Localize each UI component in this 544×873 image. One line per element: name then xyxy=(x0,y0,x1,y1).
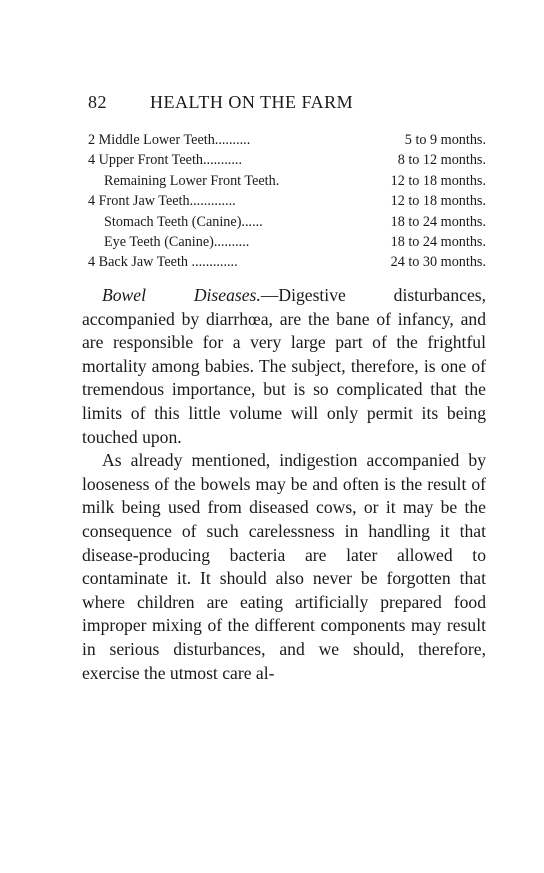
page-number: 82 xyxy=(88,92,107,112)
teeth-age-range: 12 to 18 months. xyxy=(390,172,486,189)
teeth-name: Eye Teeth (Canine).......... xyxy=(104,233,250,250)
paragraph-indigestion xyxy=(82,449,486,685)
teething-row xyxy=(88,130,486,150)
teeth-name: Stomach Teeth (Canine)...... xyxy=(104,213,263,230)
teething-row xyxy=(88,150,486,170)
teeth-name: 4 Front Jaw Teeth............. xyxy=(88,193,236,210)
teeth-name: Remaining Lower Front Teeth. xyxy=(104,172,280,189)
paragraph-text: As already mentioned, indigestion accompanied by looseness of the bowels may be and often is the result of milk being used from diseased cows, or it may be the consequence of such carelessness in handling it that disease-producing bacteria are later allowed to contaminate it. It should also never be forgotten that where children are eating artificially prepared food improper mixing of the different components may result in serious disturbances, and we should, therefore, exercise the utmost care al- xyxy=(82,450,486,683)
paragraph-text: —Digestive disturbances, accompanied by diarrhœa, are the bane of infancy, and are responsible for a very large part of the frightful mortality among babies. The subject, therefore, is one of tremendous importance, but is so complicated that the limits of this little volume will only permit its being touched upon. xyxy=(82,285,486,447)
teeth-name: 2 Middle Lower Teeth.......... xyxy=(88,132,251,148)
teething-row xyxy=(88,191,486,211)
teeth-age-range: 12 to 18 months. xyxy=(390,193,486,210)
teething-row xyxy=(88,232,486,252)
body-text xyxy=(82,284,486,685)
teething-row xyxy=(88,212,486,232)
running-head-title: HEALTH ON THE FARM xyxy=(150,92,354,112)
teeth-age-range: 24 to 30 months. xyxy=(390,254,486,271)
paragraph-bowel-diseases xyxy=(82,284,486,449)
teeth-age-range: 8 to 12 months. xyxy=(397,152,486,169)
teething-row xyxy=(88,171,486,191)
teeth-name: 4 Upper Front Teeth........... xyxy=(88,152,242,169)
teeth-age-range: 18 to 24 months. xyxy=(390,233,486,250)
running-header xyxy=(88,92,488,113)
teething-row xyxy=(88,252,486,272)
teething-table xyxy=(88,130,486,273)
teeth-age-range: 18 to 24 months. xyxy=(390,213,486,230)
section-run-in-heading: Bowel Diseases. xyxy=(102,285,261,305)
teeth-age-range: 5 to 9 months. xyxy=(404,132,486,148)
teeth-name: 4 Back Jaw Teeth ............. xyxy=(88,254,238,271)
